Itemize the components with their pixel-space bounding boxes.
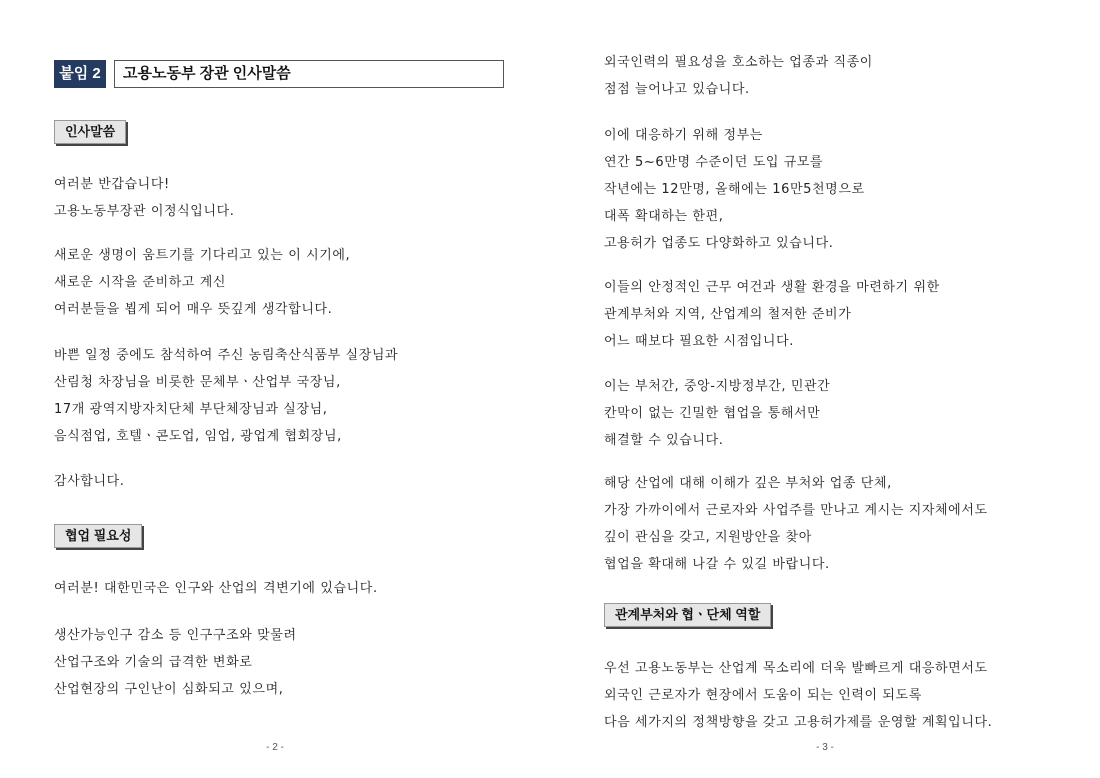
text-line: 17개 광역지방자치단체 부단체장님과 실장님, <box>54 402 328 417</box>
text-line: 작년에는 12만명, 올해에는 16만5천명으로 <box>604 182 865 197</box>
text-line: 관계부처와 지역, 산업계의 철저한 준비가 <box>604 307 852 322</box>
text-line: 어느 때보다 필요한 시점입니다. <box>604 334 794 349</box>
text-line: 고용노동부장관 이정식입니다. <box>54 204 235 219</box>
section-label-roles: 관계부처와 협ㆍ단체 역할 <box>604 603 771 627</box>
text-line: 해당 산업에 대해 이해가 깊은 부처와 업종 단체, <box>604 476 892 491</box>
page-number: - 3 - <box>816 742 834 753</box>
text-line: 산림청 차장님을 비롯한 문체부ㆍ산업부 국장님, <box>54 375 341 390</box>
text-line: 깊이 관심을 갖고, 지원방안을 찾아 <box>604 530 812 545</box>
text-line: 점점 늘어나고 있습니다. <box>604 82 750 97</box>
text-line: 여러분! 대한민국은 인구와 산업의 격변기에 있습니다. <box>54 581 378 596</box>
text-line: 산업현장의 구인난이 심화되고 있으며, <box>54 682 284 697</box>
text-line: 대폭 확대하는 한편, <box>604 209 724 224</box>
text-line: 바쁜 일정 중에도 참석하여 주신 농림축산식품부 실장님과 <box>54 348 399 363</box>
text-line: 새로운 생명이 움트기를 기다리고 있는 이 시기에, <box>54 248 351 263</box>
text-line: 칸막이 없는 긴밀한 협업을 통해서만 <box>604 406 821 421</box>
text-line: 여러분 반갑습니다! <box>54 177 170 192</box>
attachment-header <box>54 60 496 88</box>
text-line: 고용허가 업종도 다양화하고 있습니다. <box>604 236 834 251</box>
text-line: 새로운 시작을 준비하고 계신 <box>54 275 227 290</box>
section-label-greeting: 인사말씀 <box>54 120 126 144</box>
text-line: 이는 부처간, 중앙-지방정부간, 민관간 <box>604 379 831 394</box>
attachment-tag: 붙임 2 <box>54 60 106 88</box>
text-line: 다음 세가지의 정책방향을 갖고 고용허가제를 운영할 계획입니다. <box>604 715 993 730</box>
text-line: 이에 대응하기 위해 정부는 <box>604 128 763 143</box>
text-line: 여러분들을 뵙게 되어 매우 뜻깊게 생각합니다. <box>54 302 333 317</box>
text-line: 가장 가까이에서 근로자와 사업주를 만나고 계시는 지자체에서도 <box>604 503 988 518</box>
text-line: 협업을 확대해 나갈 수 있길 바랍니다. <box>604 557 830 572</box>
text-line: 우선 고용노동부는 산업계 목소리에 더욱 발빠르게 대응하면서도 <box>604 661 988 676</box>
text-line: 음식점업, 호텔ㆍ콘도업, 임업, 광업계 협회장님, <box>54 429 342 444</box>
text-line: 이들의 안정적인 근무 여건과 생활 환경을 마련하기 위한 <box>604 280 940 295</box>
attachment-title: 고용노동부 장관 인사말씀 <box>114 60 504 88</box>
text-line: 외국인 근로자가 현장에서 도움이 되는 인력이 되도록 <box>604 688 922 703</box>
text-line: 연간 5~6만명 수준이던 도입 규모를 <box>604 155 824 170</box>
page-number: - 2 - <box>266 742 284 753</box>
text-line: 감사합니다. <box>54 474 125 489</box>
text-line: 산업구조와 기술의 급격한 변화로 <box>54 655 253 670</box>
text-line: 해결할 수 있습니다. <box>604 433 724 448</box>
text-line: 생산가능인구 감소 등 인구구조와 맞물려 <box>54 628 297 643</box>
right-page <box>550 0 1100 778</box>
text-line: 외국인력의 필요성을 호소하는 업종과 직종이 <box>604 55 873 70</box>
section-label-collaboration: 협업 필요성 <box>54 524 142 548</box>
